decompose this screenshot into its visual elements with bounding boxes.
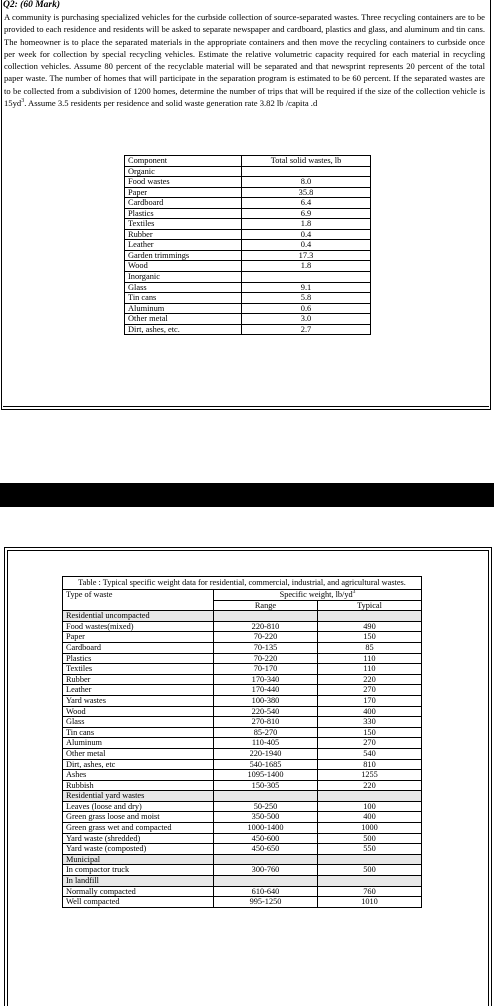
component-name: Paper (125, 187, 242, 198)
specific-weight-table (62, 576, 422, 908)
weight-range: 995-1250 (214, 897, 318, 908)
section-row (63, 876, 422, 887)
weight-range: 70-220 (214, 632, 318, 643)
composition-header-row (125, 156, 371, 167)
table-row (125, 187, 371, 198)
section-label: In landfill (63, 876, 214, 887)
question-body-main: A community is purchasing specialized vehicles for the curbside collection of source-separated wastes. Three recycling containers are to be provided to each residence and residents will be asked to separate newspaper and cardboard, plastics and glass, and aluminum and tin cans. The homeowner is to place the separated materials in the appropriate containers and then move the recycling containers to curbside once per week for collection by special recycling vehicles. Estimate the relative volumetric capacity required for each material in recycling collection vehicles. Assume 80 percent of the recyclable material will be separated and that newsprint represents 20 percent of the total paper waste. The number of homes that will participate in the separation program is estimated to be 60 percent. If the separated wastes are to be collected from a subdivision of 1200 homes, determine the number of trips that will be required if the size of the collection vehicle is 15yd (4, 12, 485, 109)
component-weight: 5.8 (242, 293, 371, 304)
weight-range: 170-340 (214, 674, 318, 685)
weight-range: 270-810 (214, 717, 318, 728)
weight-typical: 100 (318, 801, 422, 812)
weight-range: 300-760 (214, 865, 318, 876)
column-header-type: Type of waste (63, 590, 214, 601)
component-weight: 0.4 (242, 240, 371, 251)
waste-type: Dirt, ashes, etc (63, 759, 214, 770)
table-row (125, 198, 371, 209)
component-weight: 6.4 (242, 198, 371, 209)
component-weight: 8.0 (242, 177, 371, 188)
column-header-total: Total solid wastes, lb (242, 156, 371, 167)
weight-range: 100-380 (214, 695, 318, 706)
waste-type: Ashes (63, 770, 214, 781)
weight-range: 1095-1400 (214, 770, 318, 781)
table-row (63, 759, 422, 770)
table-row (63, 865, 422, 876)
page-separator-bar (0, 483, 494, 507)
column-header-specific-weight (214, 590, 422, 601)
waste-type: Food wastes(mixed) (63, 621, 214, 632)
table-row (125, 177, 371, 188)
column-header-typical: Typical (318, 600, 422, 611)
waste-type: Green grass loose and moist (63, 812, 214, 823)
weight-typical: 1255 (318, 770, 422, 781)
component-name: Organic (125, 166, 242, 177)
weight-range: 350-500 (214, 812, 318, 823)
table-caption: Table : Typical specific weight data for residential, commercial, industrial, and agricultural wastes. (63, 577, 422, 590)
weight-typical: 170 (318, 695, 422, 706)
component-name: Glass (125, 282, 242, 293)
table-row (63, 738, 422, 749)
waste-type: Normally compacted (63, 886, 214, 897)
table-row (63, 632, 422, 643)
waste-type: Yard wastes (63, 695, 214, 706)
table-row (63, 717, 422, 728)
table-row (63, 801, 422, 812)
waste-type: Green grass wet and compacted (63, 823, 214, 834)
component-name: Garden trimmings (125, 250, 242, 261)
table-row (63, 812, 422, 823)
weight-typical: 500 (318, 833, 422, 844)
weight-range: 450-600 (214, 833, 318, 844)
table-row (125, 324, 371, 335)
question-unit-superscript: 3 (21, 98, 25, 105)
component-name: Inorganic (125, 272, 242, 283)
component-weight: 0.4 (242, 229, 371, 240)
component-weight: 0.6 (242, 303, 371, 314)
waste-composition-table (124, 155, 371, 335)
waste-type: Other metal (63, 748, 214, 759)
table-row (125, 282, 371, 293)
weight-typical: 1000 (318, 823, 422, 834)
component-name: Food wastes (125, 177, 242, 188)
waste-type: Aluminum (63, 738, 214, 749)
weight-typical: 400 (318, 706, 422, 717)
component-name: Rubber (125, 229, 242, 240)
waste-type: Plastics (63, 653, 214, 664)
weight-typical: 110 (318, 664, 422, 675)
component-weight: 2.7 (242, 324, 371, 335)
weight-typical: 85 (318, 642, 422, 653)
section-label: Municipal (63, 854, 214, 865)
waste-type: Well compacted (63, 897, 214, 908)
waste-type: Yard waste (composted) (63, 844, 214, 855)
table-row (125, 303, 371, 314)
component-name: Aluminum (125, 303, 242, 314)
table-row (125, 240, 371, 251)
weight-range: 70-135 (214, 642, 318, 653)
component-weight (242, 166, 371, 177)
component-weight: 35.8 (242, 187, 371, 198)
table-row (63, 706, 422, 717)
specific-weight-unit-sup: 3 (352, 589, 356, 596)
waste-type: Paper (63, 632, 214, 643)
weight-typical: 150 (318, 632, 422, 643)
table-row (125, 272, 371, 283)
waste-type: Leaves (loose and dry) (63, 801, 214, 812)
table-row (63, 642, 422, 653)
weight-typical: 220 (318, 780, 422, 791)
weight-range: 170-440 (214, 685, 318, 696)
weight-typical: 1010 (318, 897, 422, 908)
weight-typical (318, 791, 422, 802)
weight-range: 70-170 (214, 664, 318, 675)
table-row (63, 653, 422, 664)
component-name: Wood (125, 261, 242, 272)
weight-typical: 550 (318, 844, 422, 855)
table-row (125, 293, 371, 304)
column-header-component: Component (125, 156, 242, 167)
component-name: Cardboard (125, 198, 242, 209)
component-name: Plastics (125, 208, 242, 219)
component-name: Textiles (125, 219, 242, 230)
table-row (63, 823, 422, 834)
waste-type: In compactor truck (63, 865, 214, 876)
weight-range: 150-305 (214, 780, 318, 791)
component-name: Dirt, ashes, etc. (125, 324, 242, 335)
waste-type: Rubber (63, 674, 214, 685)
weight-typical: 760 (318, 886, 422, 897)
weight-range (214, 854, 318, 865)
weight-typical: 220 (318, 674, 422, 685)
weight-range (214, 791, 318, 802)
waste-type: Yard waste (shredded) (63, 833, 214, 844)
component-weight: 1.8 (242, 261, 371, 272)
table-row (63, 674, 422, 685)
waste-type: Cardboard (63, 642, 214, 653)
specific-weight-label: Specific weight, lb/yd (279, 590, 353, 599)
question-body-end: . Assume 3.5 residents per residence and solid waste generation rate 3.82 lb /capita .d (24, 98, 318, 109)
weight-typical: 400 (318, 812, 422, 823)
column-header-spacer (63, 600, 214, 611)
component-name: Other metal (125, 314, 242, 325)
weight-typical: 540 (318, 748, 422, 759)
table-row (63, 748, 422, 759)
table-row (63, 780, 422, 791)
weight-range: 220-540 (214, 706, 318, 717)
table-row (63, 621, 422, 632)
table-row (63, 886, 422, 897)
weight-typical: 330 (318, 717, 422, 728)
table-row (63, 664, 422, 675)
component-weight (242, 272, 371, 283)
weight-range: 450-650 (214, 844, 318, 855)
weight-range: 540-1685 (214, 759, 318, 770)
weight-range: 220-810 (214, 621, 318, 632)
section-label: Residential uncompacted (63, 611, 214, 622)
table-row (125, 166, 371, 177)
weight-range: 220-1940 (214, 748, 318, 759)
waste-type: Leather (63, 685, 214, 696)
table-row (63, 727, 422, 738)
component-name: Tin cans (125, 293, 242, 304)
waste-type: Tin cans (63, 727, 214, 738)
question-title: Q2: (60 Mark) (3, 0, 60, 10)
table-row (125, 314, 371, 325)
component-weight: 9.1 (242, 282, 371, 293)
weight-range: 1000-1400 (214, 823, 318, 834)
table-row (125, 229, 371, 240)
weight-range: 70-220 (214, 653, 318, 664)
column-header-range: Range (214, 600, 318, 611)
weight-range (214, 876, 318, 887)
component-weight: 17.3 (242, 250, 371, 261)
weight-range: 110-405 (214, 738, 318, 749)
table-row (125, 261, 371, 272)
table-row (125, 219, 371, 230)
component-weight: 6.9 (242, 208, 371, 219)
table-row (63, 897, 422, 908)
weight-typical: 500 (318, 865, 422, 876)
weight-range: 50-250 (214, 801, 318, 812)
weight-typical (318, 854, 422, 865)
table-row (63, 833, 422, 844)
section-label: Residential yard wastes (63, 791, 214, 802)
table-row (63, 685, 422, 696)
section-row (63, 611, 422, 622)
table-row (63, 695, 422, 706)
table-row (125, 250, 371, 261)
component-name: Leather (125, 240, 242, 251)
weight-typical (318, 876, 422, 887)
weight-typical: 270 (318, 738, 422, 749)
waste-type: Glass (63, 717, 214, 728)
weight-typical: 490 (318, 621, 422, 632)
table-row (63, 770, 422, 781)
section-row (63, 791, 422, 802)
weight-range (214, 611, 318, 622)
weight-typical: 150 (318, 727, 422, 738)
weight-typical: 110 (318, 653, 422, 664)
component-weight: 1.8 (242, 219, 371, 230)
waste-type: Textiles (63, 664, 214, 675)
waste-type: Wood (63, 706, 214, 717)
table-row (63, 844, 422, 855)
weight-range: 85-270 (214, 727, 318, 738)
weight-range: 610-640 (214, 886, 318, 897)
component-weight: 3.0 (242, 314, 371, 325)
weight-typical: 810 (318, 759, 422, 770)
question-body (4, 11, 485, 109)
section-row (63, 854, 422, 865)
waste-type: Rubbish (63, 780, 214, 791)
table-row (125, 208, 371, 219)
weight-typical (318, 611, 422, 622)
weight-typical: 270 (318, 685, 422, 696)
